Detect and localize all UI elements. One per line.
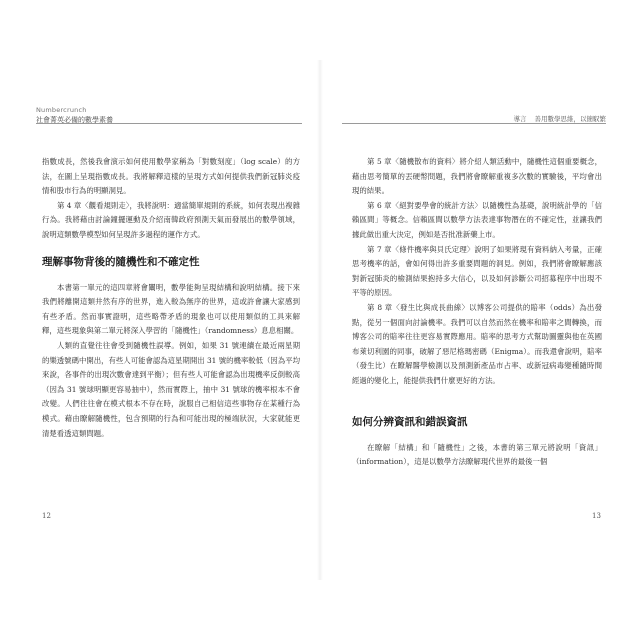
section-heading: 如何分辨資訊和錯誤資訊 xyxy=(352,415,468,428)
left-page-body xyxy=(42,155,300,441)
header-rule-left xyxy=(36,123,302,124)
paragraph: 第 8 章〈發生比與成長曲線〉以博客公司提供的賠率（odds）為出發點，從另一個面向討論機率。我們可以自然而然在機率和賠率之間轉換，而博客公司的賠率往往更容易實際應用。賠率的思考方式幫助圖靈與他在英國布萊切利園的同事，破解了惡尼格瑪密碼（Enigma）。而我還會說明，賠率（發生比）在瞭解醫學檢測以及預測新產品市占率、或新冠病毒變種隨時間經過的變化上，能提供我們什麼更好的方法。 xyxy=(352,302,602,385)
book-title-english: Numbercrunch xyxy=(36,106,87,114)
header-rule-right xyxy=(342,123,606,124)
paragraph: 第 5 章〈隨機散布的資料〉將介紹人類活動中，隨機性這個重要概念，藉由思考簡單的丟硬幣問題，我們將會瞭解重複多次數的實驗後，平均會出現的結果。 xyxy=(352,157,602,196)
paragraph: 人類的直覺往往會受到隨機性誤導。例如，如果 31 號連續在最近兩星期的樂透號碼中開出，有些人可能會認為這星期開出 31 號的機率較低（因為平均來說，各事件的出現次數會達到平衡）；但有些人可能會認為出現機率反倒較高（因為 31 號球明顯更容易抽中），然而實際上，抽中 31 號球的機率根本不會改變。人們往往會在模式根本不存在時，說服自己相信這些事物存在某種行為模式。藉由瞭解隨機性，包含預期的行為和可能出現的極端狀況，大家就能更清楚看透這類問題。 xyxy=(42,340,300,438)
chapter-title: 善用數學思維，以簡馭繁 xyxy=(534,115,606,123)
paragraph: 第 6 章〈絕對要學會的統計方法〉以隨機性為基礎，說明統計學的「信賴區間」等概念。信賴區間以數學方法表達事物潛在的不確定性，並讓我們據此做出重大決定，例如是否批准新藥上市。 xyxy=(352,200,602,239)
chapter-label: 導言 xyxy=(513,115,527,123)
paragraph: 指數成長，然後我會演示如何使用數學家稱為「對數刻度」（log scale）的方法，在圖上呈現指數成長。我將解釋這樣的呈現方式如何提供我們新冠肺炎疫情和股市行為的明顯洞見。 xyxy=(42,157,300,196)
paragraph: 本書第一單元的這四章將會闡明，數學能夠呈現結構和說明結構。接下來我們將離開這類井然有序的世界，進入較為無序的世界，這或許會讓大家感到有些矛盾。然而事實證明，這些略帶矛盾的現象也可以使用類似的工具來解釋，這些現象與第二單元將深入學習的「隨機性」（randomness）息息相關。 xyxy=(42,282,300,336)
section-heading: 理解事物背後的隨機性和不確定性 xyxy=(42,255,200,268)
paragraph: 在瞭解「結構」和「隨機性」之後，本書的第三單元將說明「資訊」（information），這是以數學方法瞭解現代世界的最後一個 xyxy=(352,442,602,467)
page-number-left: 12 xyxy=(42,512,51,520)
book-title-chinese: 社會菁英必備的數學素養 xyxy=(36,116,113,124)
running-header-right xyxy=(514,114,607,123)
paragraph: 第 4 章〈觀看規則走〉，我將說明：適當簡單規則的系統，如何表現出複雜行為。我將藉由討論鐘擺運動及介紹南韓政府預測天氣而發展出的數學領域，說明這類數學模型如何呈現許多過程的運作方式。 xyxy=(42,200,300,239)
paragraph: 第 7 章〈條件機率與貝氏定理〉說明了如果將現有資料納入考量，正確思考機率的話，會如何得出許多重要問題的洞見。例如，我們將會瞭解應該對新冠肺炎的檢測結果抱持多大信心，以及如何診斷公司招募程序中出現不平等的原因。 xyxy=(352,244,602,298)
page-number-right: 13 xyxy=(592,512,601,520)
right-page-body xyxy=(352,155,602,470)
